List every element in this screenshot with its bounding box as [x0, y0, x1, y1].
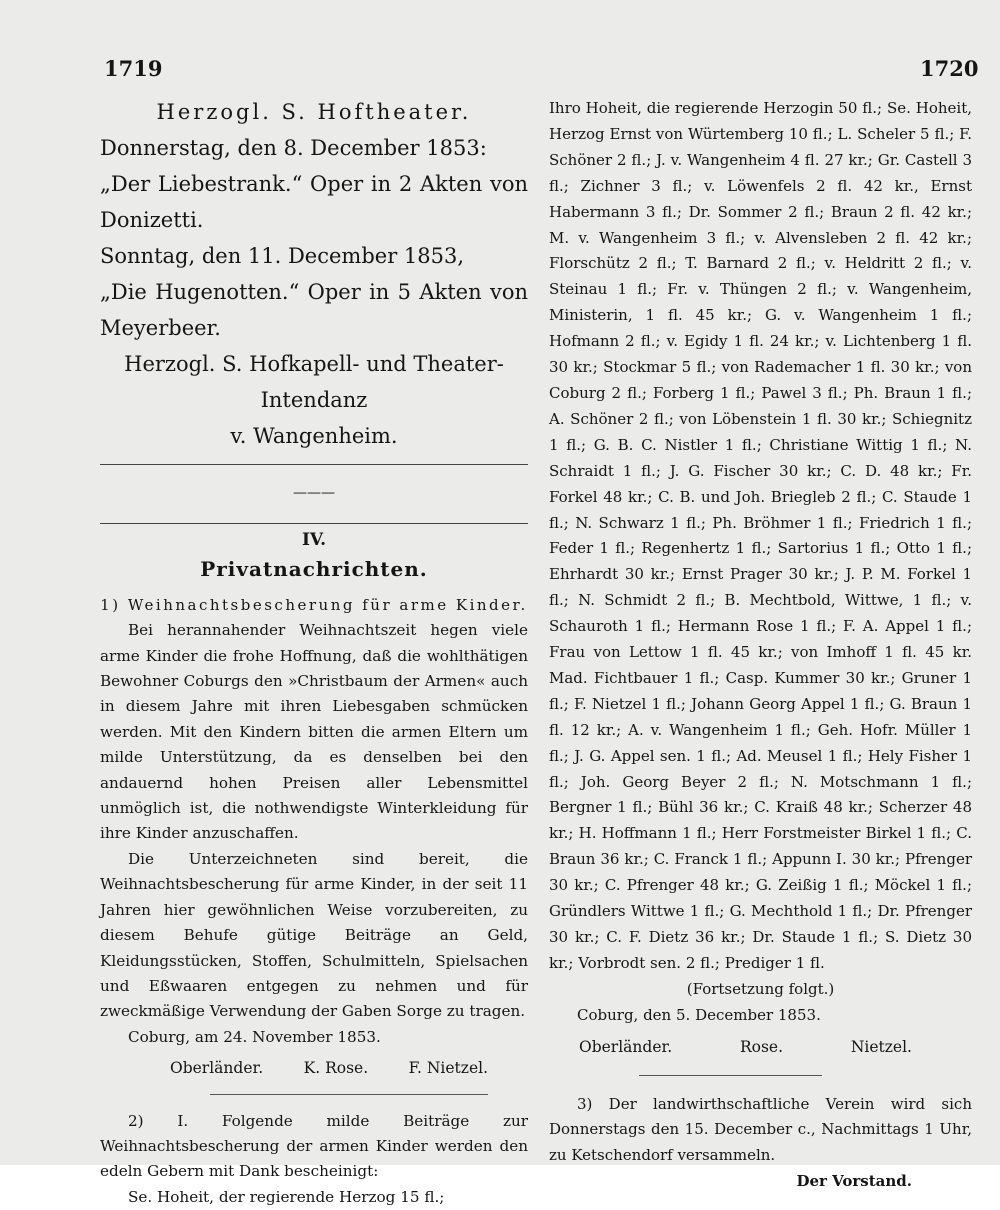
paragraph-2: Die Unterzeichneten sind bereit, die Weihnachtsbescherung für arme Kinder, in der seit 11 Jahren hier gewöhnlichen Weise vorzubereiten, zu diesem Behufe gütige Beiträge an Geld, Kleidungsstücken, Stoffen, Schulmitteln, Spielsachen und Eßwaaren entgegen zu nehmen und für zweckmäßige Verwendung der Gaben Sorge zu tragen.: [100, 849, 528, 1021]
signer-2: K. Rose.: [303, 1059, 369, 1078]
page-number-right: 1720: [920, 56, 979, 81]
paragraph-1: Bei herannahender Weihnachtszeit hegen viele arme Kinder die frohe Hoffnung, daß die wohlthätigen Bewohner Coburgs den »Christbaum der Armen« auch in diesem Jahre mit ihren Liebesgaben schmücken werden. Mit den Kindern bitten die armen Eltern um milde Unterstützung, da es denselben bei den andauernd hohen Preisen aller Lebensmittel unmöglich ist, die nothwendigste Winterkleidung für ihre Kinder anzuschaffen.: [100, 621, 528, 843]
signatures-left: [100, 1056, 528, 1081]
page-number-left: 1719: [104, 56, 163, 81]
right-column: [549, 96, 972, 1195]
date-line-right: Coburg, den 5. December 1853.: [577, 1005, 821, 1024]
signer-right-1: Oberländer.: [579, 1037, 673, 1056]
performance-date-1: Donnerstag, den 8. December 1853:: [100, 136, 487, 160]
theater-title: Herzogl. S. Hoftheater.: [156, 100, 472, 124]
donation-list: Ihro Hoheit, die regierende Herzogin 50 fl.; Se. Hoheit, Herzog Ernst von Würtemberg 10 fl.; L. Scheler 5 fl.; F. Schöner 2 fl.; J. v. Wangenheim 4 fl. 27 kr.; Gr. Castell 3 fl.; Zichner 3 fl.; v. Löwenfels 2 fl. 42 kr., Ernst Habermann 3 fl.; Dr. Sommer 2 fl.; Braun 2 fl. 42 kr.; M. v. Wangenheim 3 fl.; v. Alvensleben 2 fl. 42 kr.; Florschütz 2 fl.; T. Barnard 2 fl.; v. Heldritt 2 fl.; v. Steinau 1 fl.; Fr. v. Thüngen 2 fl.; v. Wangenheim, Ministerin, 1 fl. 45 kr.; G. v. Wangenheim 1 fl.; Hofmann 2 fl.; v. Egidy 1 fl. 24 kr.; v. Lichtenberg 1 fl. 30 kr.; Stockmar 5 fl.; von Rademacher 1 fl. 30 kr.; von Coburg 2 fl.; Forberg 1 fl.; Pawel 3 fl.; Ph. Braun 1 fl.; A. Schöner 2 fl.; von Löbenstein 1 fl. 30 kr.; Schiegnitz 1 fl.; G. B. C. Nistler 1 fl.; Christiane Wittig 1 fl.; N. Schraidt 1 fl.; J. G. Fischer 30 kr.; C. D. 48 kr.; Fr. Forkel 48 kr.; C. B. und Joh. Briegleb 2 fl.; C. Staude 1 fl.; N. Schwarz 1 fl.; Ph. Bröhmer 1 fl.; Friedrich 1 fl.; Feder 1 fl.; Regenhertz 1 fl.; Sartorius 1 fl.; Otto 1 fl.; Ehrhardt 30 kr.; Ernst Prager 30 kr.; J. P. M. Forkel 1 fl.; N. Schmidt 2 fl.; B. Mechtbold, Wittwe, 1 fl.; v. Schauroth 1 fl.; Hermann Rose 1 fl.; F. A. Appel 1 fl.; Frau von Lettow 1 fl. 45 kr.; von Imhoff 1 fl. 45 kr. Mad. Fichtbauer 1 fl.; Casp. Kummer 30 kr.; Gruner 1 fl.; F. Nietzel 1 fl.; Johann Georg Appel 1 fl.; G. Braun 1 fl. 12 kr.; A. v. Wangenheim 1 fl.; Geh. Hofr. Müller 1 fl.; J. G. Appel sen. 1 fl.; Ad. Meusel 1 fl.; Hely Fisher 1 fl.; Joh. Georg Beyer 2 fl.; N. Motschmann 1 fl.; Bergner 1 fl.; Bühl 36 kr.; C. Kraiß 48 kr.; Scherzer 48 kr.; H. Hoffmann 1 fl.; Herr Forstmeister Birkel 1 fl.; C. Braun 36 kr.; C. Franck 1 fl.; Appunn I. 30 kr.; Pfrenger 30 kr.; C. Pfrenger 48 kr.; G. Zeißig 1 fl.; Möckel 1 fl.; Gründlers Wittwe 1 fl.; G. Mechthold 1 fl.; Dr. Pfrenger 30 kr.; C. F. Dietz 36 kr.; Dr. Staude 1 fl.; S. Dietz 30 kr.; Vorbrodt sen. 2 fl.; Prediger 1 fl.: [549, 99, 972, 972]
paragraph-verein: 3) Der landwirthschaftliche Verein wird sich Donnerstags den 15. December c., Nachmittags 1 Uhr, zu Ketschendorf versammeln.: [549, 1094, 972, 1165]
signer-right-3: Nietzel.: [850, 1037, 912, 1056]
signer-right-2: Rose.: [739, 1037, 784, 1056]
intendanz: Herzogl. S. Hofkapell- und Theater-Intendanz: [124, 352, 504, 412]
date-line-left: Coburg, am 24. November 1853.: [128, 1027, 381, 1046]
table-header-rule: [100, 464, 528, 524]
subtitle-weihnachten: 1) Weihnachtsbescherung für arme Kinder.: [100, 595, 528, 614]
left-column: [100, 94, 528, 1210]
paragraph-3: 2) I. Folgende milde Beiträge zur Weihnachtsbescherung der armen Kinder werden den edeln Gebern mit Dank bescheinigt:: [100, 1111, 528, 1181]
intendant: v. Wangenheim.: [230, 424, 398, 448]
paragraph-4: Se. Hoheit, der regierende Herzog 15 fl.;: [128, 1187, 445, 1206]
continuation-note: (Fortsetzung folgt.): [686, 979, 835, 998]
divider-left: [210, 1094, 488, 1095]
signatures-right: [549, 1035, 972, 1061]
divider-right: [639, 1075, 822, 1076]
table-header-mark: ———: [293, 485, 335, 502]
section-number: IV.: [301, 530, 327, 550]
opera-1: „Der Liebestrank.“ Oper in 2 Akten von Donizetti.: [100, 172, 528, 232]
signer-1: Oberländer.: [170, 1059, 264, 1078]
vorstand-signature: Der Vorstand.: [796, 1172, 912, 1191]
performance-date-2: Sonntag, den 11. December 1853,: [100, 244, 465, 268]
opera-2: „Die Hugenotten.“ Oper in 5 Akten von Meyerbeer.: [100, 280, 528, 340]
section-title: Privatnachrichten.: [200, 557, 428, 582]
signer-3: F. Nietzel.: [408, 1059, 488, 1078]
